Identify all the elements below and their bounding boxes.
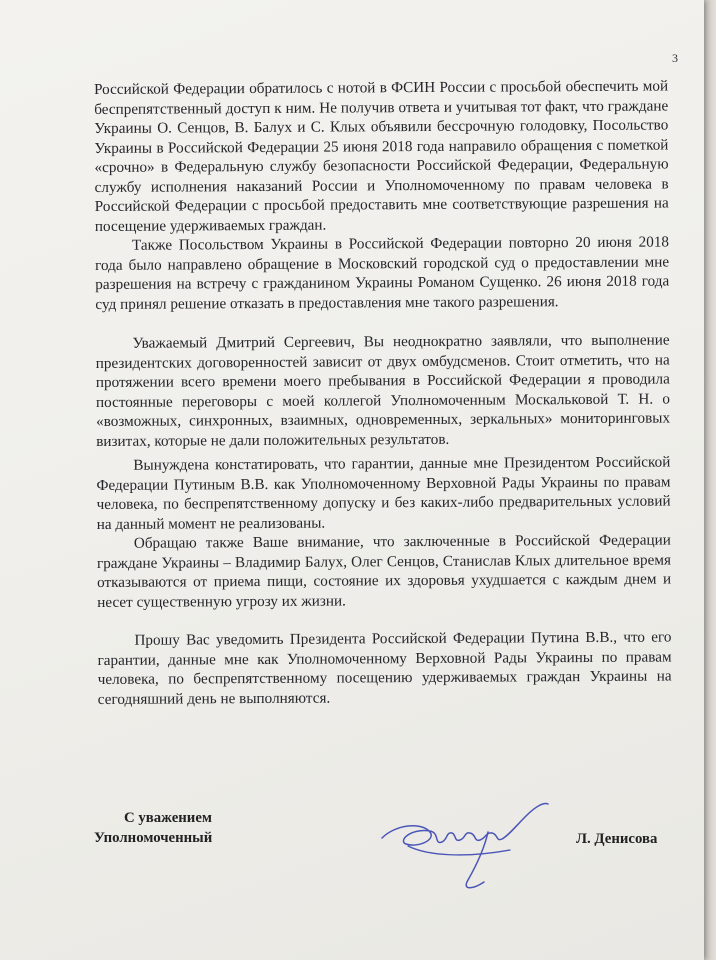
paragraph-2: Также Посольством Украины в Российской Федерации повторно 20 июня 2018 года было направлено обращение в Московский городской суд о предоставлении мне разрешения на встречу с гражданином Украины Романом Сущенко. 26 июня 2018 года суд принял решение отказать в предоставления мне такого разрешения.: [95, 233, 670, 313]
paragraph-4: Вынуждена констатировать, что гарантии, данные мне Президентом Российской Федерации Путиным В.В. как Уполномоченному Верховной Рады Украины по правам человека, по беспрепятственному допуску и без каких-либо предварительных условий на данный момент не реализованы.: [96, 453, 671, 533]
paragraph-3: Уважаемый Дмитрий Сергеевич, Вы неоднократно заявляли, что выполнение президентских договоренностей зависит от двух омбудсменов. Стоит отметить, что на протяжении всего времени моего пребывания в Российской Федерации я проводила постоянные переговоры с моей коллегой Уполномоченным Москальковой Т. Н. о «возможных, синхронных, взаимных, одновременных, зеркальных» мониторинговых визитах, которые не дали положительных результатов.: [95, 331, 671, 450]
paragraph-5: Обращаю также Ваше внимание, что заключенные в Российской Федерации граждане Украины – Владимир Балух, Олег Сенцов, Станислав Клых длительное время отказываются от приема пищи, состояние их здоровья ухудшается с каждым днем и несет существенную угрозу их жизни.: [96, 531, 672, 611]
paragraph-1: Российской Федерации обратилось с нотой в ФСИН России с просьбой обеспечить мой беспрепятственный доступ к ним. Не получив ответа и учитывая тот факт, что граждане Украины О. Сенцов, В. Балух и С. Клых объявили бессрочную голодовку, Посольство Украины в Российской Федерации 25 июня 2018 года направило обращения с пометкой «срочно» в Федеральную службу безопасности Российской Федерации, Федеральную службу исполнения наказаний России и Уполномоченному по правам человека в Российской Федерации с просьбой предоставить мне соответствующие разрешения на посещение удерживаемых граждан.: [94, 77, 669, 235]
paragraph-6: Прошу Вас уведомить Президента Российской Федерации Путина В.В., что его гарантии, данные мне как Уполномоченному Верховной Рады Украины по правам человека, по беспрепятственному посещению удерживаемых граждан Украины на сегодняшний день не выполняются.: [97, 628, 672, 708]
letter-body: [94, 76, 672, 708]
signer-name: Л. Денисова: [576, 831, 658, 847]
signature-icon: [376, 798, 572, 898]
closing-regards: С уважением: [124, 810, 212, 826]
signer-title: Уполномоченный: [94, 830, 213, 846]
page-number: 3: [672, 51, 678, 65]
